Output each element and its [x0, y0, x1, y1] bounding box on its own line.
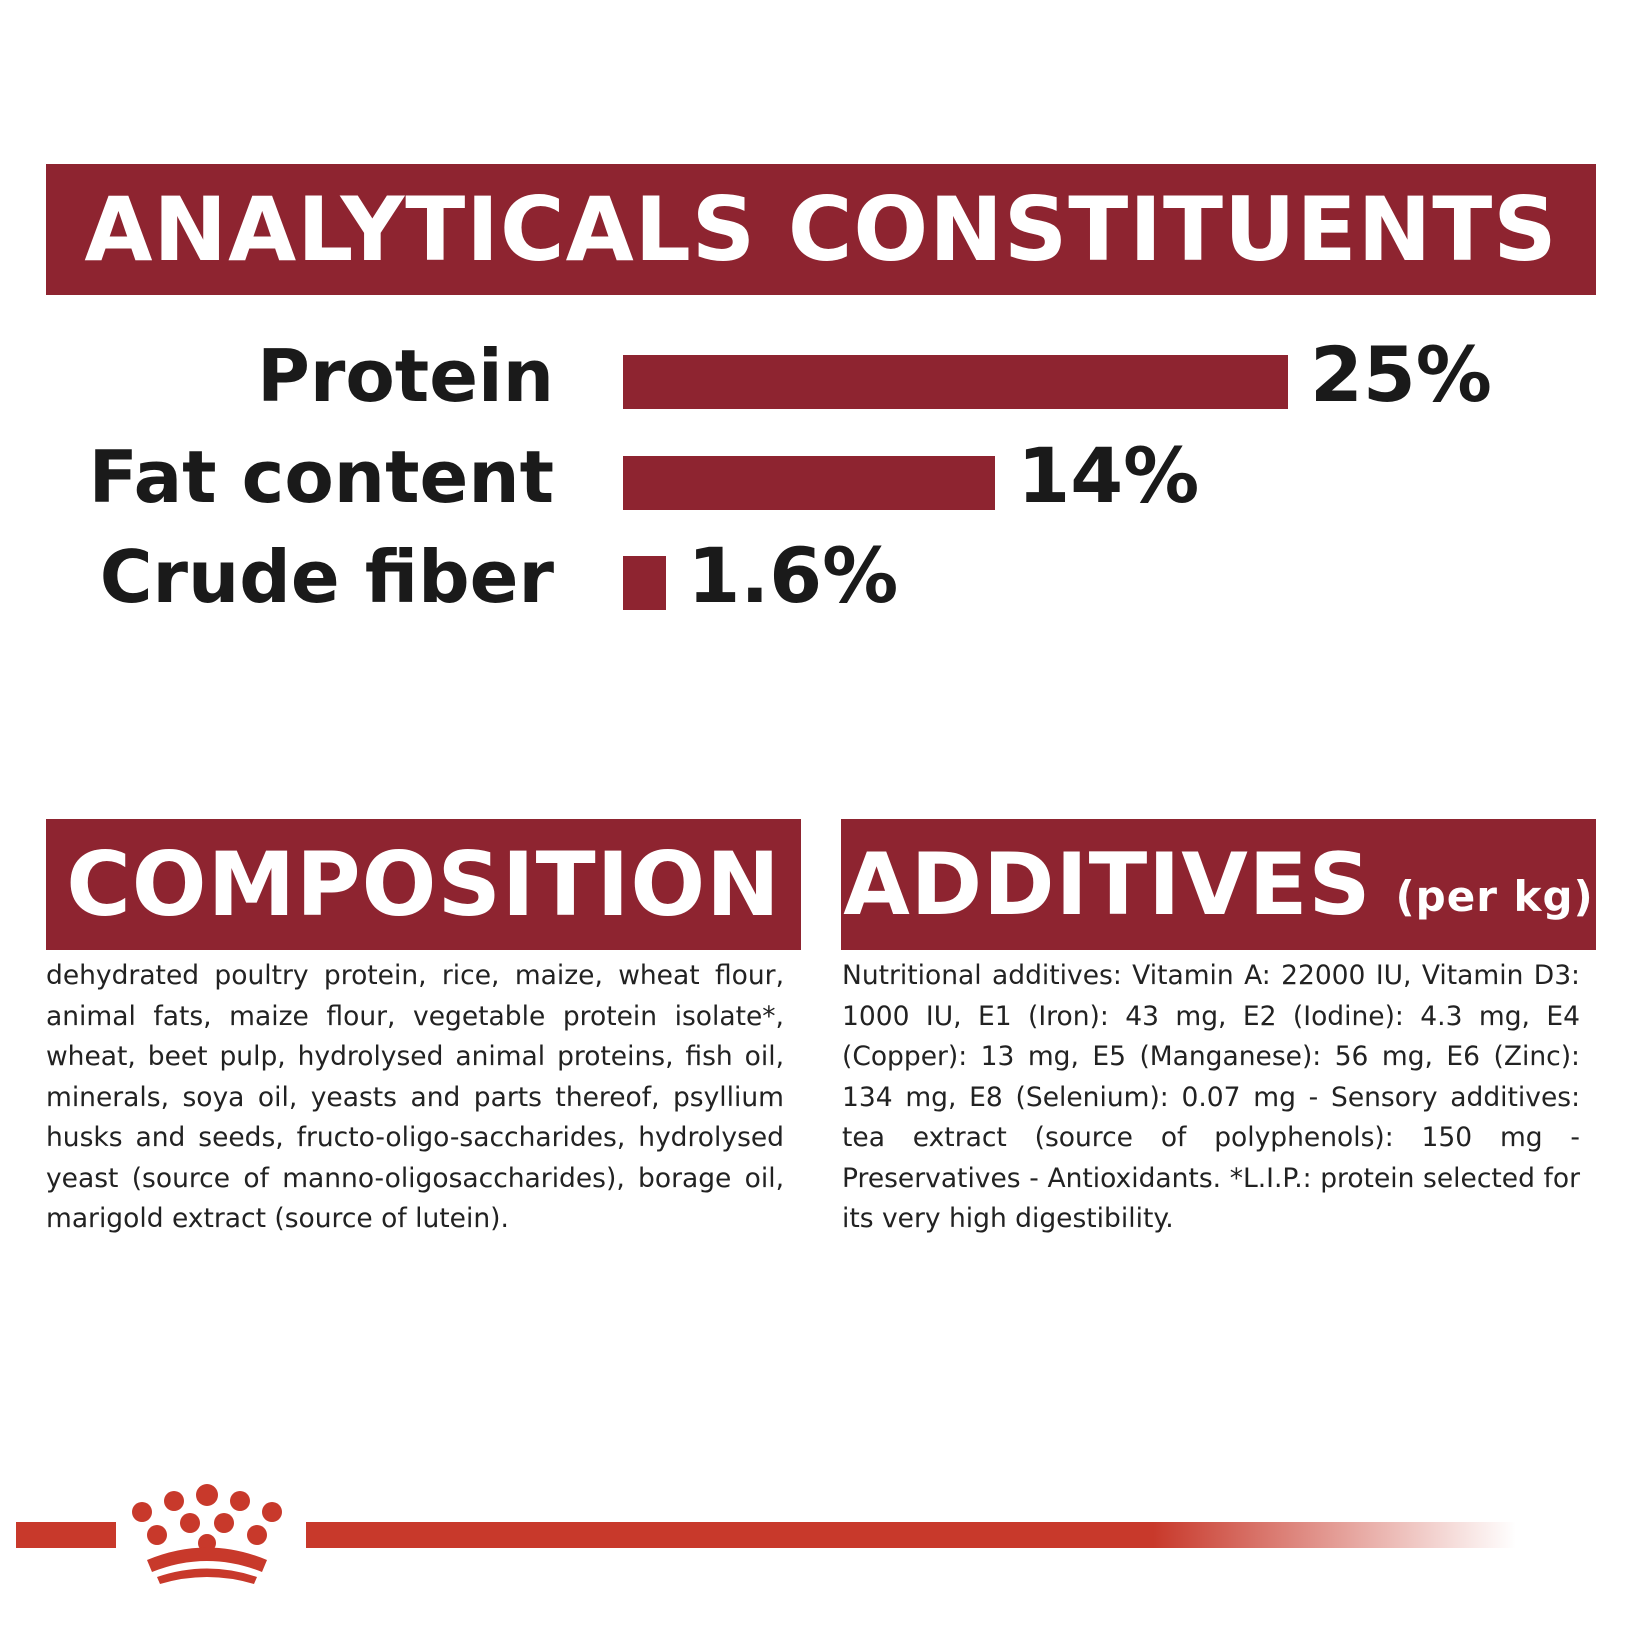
composition-text: dehydrated poultry protein, rice, maize, wheat flour, animal fats, maize flour, vegetable protein isolate*, wheat, beet pulp, hydrolysed animal proteins, fish oil, minerals, soya oil, yeasts and parts thereof, psyllium husks and seeds, fructo-oligo-saccharides, hydrolysed yeast (source of manno-oligosaccharides), borage oil, marigold extract (source of lutein).: [46, 960, 784, 1234]
nutrient-bar-protein: [623, 355, 1288, 409]
nutrient-label-fat: Fat content: [88, 435, 554, 519]
nutrient-value-protein: 25%: [1310, 330, 1492, 419]
analytical-constituents-banner: [46, 164, 1596, 295]
royal-crown-logo-icon: [112, 1480, 302, 1590]
composition-title: COMPOSITION: [66, 833, 781, 936]
nutrient-bar-fiber: [623, 556, 666, 610]
additives-banner: [841, 819, 1596, 950]
analytical-constituents-title: ANALYTICALS CONSTITUENTS: [84, 178, 1558, 281]
nutrient-label-fiber: Crude fiber: [99, 535, 554, 619]
additives-unit: (per kg): [1395, 872, 1594, 921]
additives-title: ADDITIVES: [843, 834, 1372, 935]
nutrient-value-fiber: 1.6%: [687, 531, 899, 620]
composition-banner: [46, 819, 801, 950]
nutrient-bar-fat: [623, 456, 995, 510]
footer-line-left: [16, 1522, 116, 1548]
additives-text: Nutritional additives: Vitamin A: 22000 IU, Vitamin D3: 1000 IU, E1 (Iron): 43 mg, E2 (Iodine): 4.3 mg, E4 (Copper): 13 mg, E5 (Manganese): 56 mg, E6 (Zinc): 134 mg, E8 (Selenium): 0.07 mg - Sensory additives: tea extract (source of polyphenols): 150 mg - Preservatives - Antioxidants. *L.I.P.: protein selected for its very high digestibility.: [842, 960, 1580, 1234]
nutrient-value-fat: 14%: [1017, 431, 1200, 520]
footer-line-right: [306, 1522, 1516, 1548]
nutrient-label-protein: Protein: [257, 334, 554, 418]
